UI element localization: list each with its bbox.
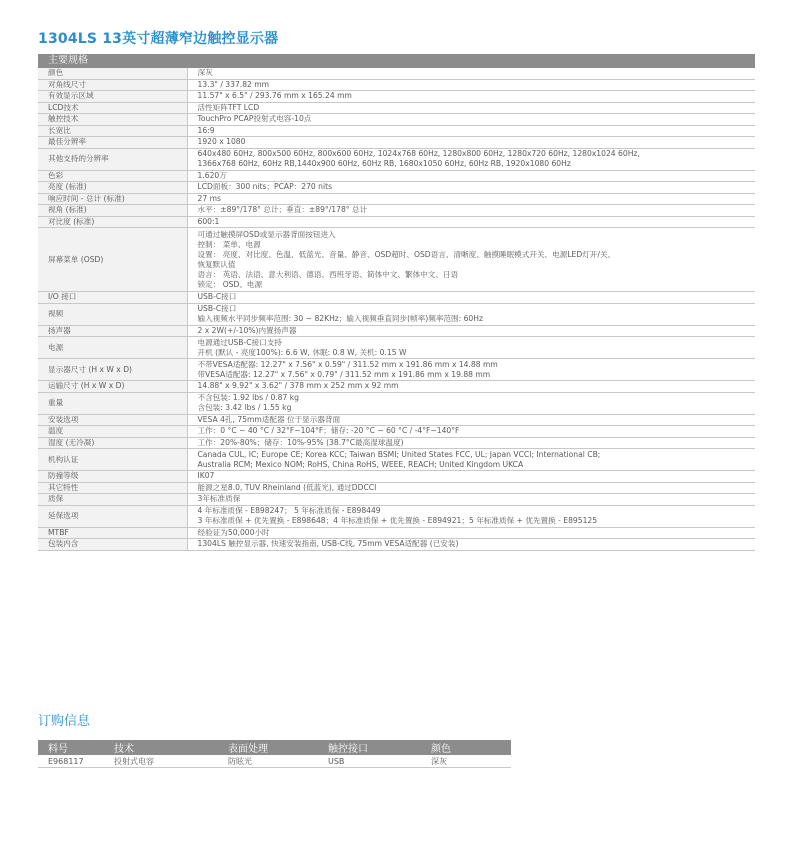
spec-value: 可通过触摸屏OSD或显示器背面按钮进入 控制： 菜单、电源 设置： 亮度、对比度、色温、低蓝光、音量、静音、OSD超时、OSD语言、清晰度、触摸睡眠模式开关、电源LED灯开/关、 恢复默认值 语言： 英语、法语、意大利语、德语、西班牙语、简体中文、繁体中文、日语 锁定： OSD、电源: [187, 228, 755, 292]
spec-value: 能源之星8.0, TUV Rheinland (低蓝光), 通过DDCCI: [187, 482, 755, 494]
spec-value: 电源通过USB-C接口支持 开机 (默认 - 亮度100%): 6.6 W, 休眠: 0.8 W, 关机: 0.15 W: [187, 337, 755, 359]
ordering-col-header: 颜色: [421, 740, 511, 755]
ordering-table: [38, 740, 511, 768]
spec-value: TouchPro PCAP投射式电容-10点: [187, 114, 755, 126]
table-row: [38, 216, 755, 228]
spec-value: 13.3" / 337.82 mm: [187, 79, 755, 91]
table-row: [38, 392, 755, 414]
spec-value: USB-C接口: [187, 292, 755, 304]
color-cell: 深灰: [421, 755, 511, 768]
table-row: [38, 68, 755, 79]
spec-label: 机构认证: [38, 449, 187, 471]
spec-value: 1920 x 1080: [187, 137, 755, 149]
spec-label: 包装内含: [38, 539, 187, 551]
table-row: [38, 102, 755, 114]
table-row: [38, 114, 755, 126]
table-row: [38, 437, 755, 449]
ordering-col-header: 料号: [38, 740, 104, 755]
table-row: [38, 292, 755, 304]
table-row: [38, 539, 755, 551]
spec-value: 640x480 60Hz, 800x500 60Hz, 800x600 60Hz, 1024x768 60Hz, 1280x800 60Hz, 1280x720 60Hz, 1280x1024 60Hz, 1366x768 60Hz, 60Hz RB,1440x900 60Hz, 60Hz RB, 1680x1050 60Hz, 60Hz RB, 1920x1080 60Hz: [187, 148, 755, 170]
table-row: [38, 494, 755, 506]
spec-value: 经验证为50,000小时: [187, 527, 755, 539]
table-row: [38, 79, 755, 91]
spec-label: 最佳分辨率: [38, 137, 187, 149]
ordering-title: 订购信息: [38, 714, 91, 729]
table-row: [38, 91, 755, 103]
spec-label: 扬声器: [38, 325, 187, 337]
spec-label: 触控技术: [38, 114, 187, 126]
spec-label: 视频: [38, 303, 187, 325]
technology-cell: 投射式电容: [104, 755, 218, 768]
spec-value: LCD面板：300 nits；PCAP：270 nits: [187, 182, 755, 194]
table-row: [38, 527, 755, 539]
spec-value: Canada CUL, IC; Europe CE; Korea KCC; Taiwan BSMI; United States FCC, UL; Japan VCCI; International CB; Australia RCM; Mexico NOM; RoHS, China RoHS, WEEE, REACH; United Kingdom UKCA: [187, 449, 755, 471]
table-row: [38, 414, 755, 426]
spec-label: 颜色: [38, 68, 187, 79]
spec-label: 有效显示区域: [38, 91, 187, 103]
table-row: [38, 359, 755, 381]
part-number-cell: E968117: [38, 755, 104, 768]
table-row: [38, 325, 755, 337]
spec-label: 对角线尺寸: [38, 79, 187, 91]
spec-value: 16:9: [187, 125, 755, 137]
spec-label: 安装选项: [38, 414, 187, 426]
spec-value: 不含包装: 1.92 lbs / 0.87 kg 含包装: 3.42 lbs / 1.55 kg: [187, 392, 755, 414]
spec-value: 深灰: [187, 68, 755, 79]
spec-value: USB-C接口 输入视频水平同步频率范围: 30 ~ 82KHz；输入视频垂直同步(帧率)频率范围: 60Hz: [187, 303, 755, 325]
spec-label: 其它特性: [38, 482, 187, 494]
spec-label: 显示器尺寸 (H x W x D): [38, 359, 187, 381]
table-row: [38, 426, 755, 438]
page-title: 1304LS 13英寸超薄窄边触控显示器: [38, 31, 279, 47]
table-row: [38, 449, 755, 471]
table-row: [38, 182, 755, 194]
spec-label: 重量: [38, 392, 187, 414]
spec-label: 运输尺寸 (H x W x D): [38, 381, 187, 393]
spec-label: 响应时间 - 总计 (标准): [38, 193, 187, 205]
spec-value: 1.620万: [187, 170, 755, 182]
specs-table: [38, 54, 755, 551]
table-row: [38, 170, 755, 182]
spec-label: 延保选项: [38, 505, 187, 527]
table-row: [38, 303, 755, 325]
spec-label: 电源: [38, 337, 187, 359]
spec-value: 2 x 2W(+/-10%)内置扬声器: [187, 325, 755, 337]
specs-header: 主要规格: [38, 54, 755, 68]
table-row: [38, 137, 755, 149]
spec-label: 亮度 (标准): [38, 182, 187, 194]
table-row: [38, 193, 755, 205]
spec-value: 1304LS 触控显示器, 快速安装指南, USB-C线, 75mm VESA适配器 (已安装): [187, 539, 755, 551]
ordering-col-header: 触控接口: [318, 740, 421, 755]
specs-body: [38, 68, 755, 550]
table-row: [38, 205, 755, 217]
table-row: [38, 125, 755, 137]
spec-label: 屏幕菜单 (OSD): [38, 228, 187, 292]
spec-label: 湿度 (无冷凝): [38, 437, 187, 449]
spec-label: MTBF: [38, 527, 187, 539]
spec-value: 活性矩阵TFT LCD: [187, 102, 755, 114]
spec-value: 不带VESA适配器: 12.27" x 7.56" x 0.59" / 311.52 mm x 191.86 mm x 14.88 mm 带VESA适配器: 12.27" x 7.56" x 0.79" / 311.52 mm x 191.86 mm x 19.88 mm: [187, 359, 755, 381]
ordering-col-header: 技术: [104, 740, 218, 755]
spec-value: 11.57" x 6.5" / 293.76 mm x 165.24 mm: [187, 91, 755, 103]
spec-label: I/O 接口: [38, 292, 187, 304]
table-row: [38, 228, 755, 292]
table-row: [38, 505, 755, 527]
spec-value: 3年标准质保: [187, 494, 755, 506]
spec-label: 温度: [38, 426, 187, 438]
spec-label: 视角 (标准): [38, 205, 187, 217]
spec-value: 工作：20%-80%；储存：10%-95% (38.7°C最高湿球温度): [187, 437, 755, 449]
spec-label: 长宽比: [38, 125, 187, 137]
spec-value: 600:1: [187, 216, 755, 228]
spec-value: VESA 4孔, 75mm适配器 位于显示器背面: [187, 414, 755, 426]
spec-value: 4 年标准质保 - E898247； 5 年标准质保 - E898449 3 年标准质保 + 优先置换 - E898648；4 年标准质保 + 优先置换 - E894921；5 年标准质保 + 优先置换 - E895125: [187, 505, 755, 527]
spec-value: 水平：±89°/178° 总计；垂直：±89°/178° 总计: [187, 205, 755, 217]
spec-value: 工作：0 °C ~ 40 °C / 32°F~104°F；储存: -20 °C ~ 60 °C / -4°F~140°F: [187, 426, 755, 438]
spec-label: LCD技术: [38, 102, 187, 114]
table-row: [38, 482, 755, 494]
table-row: [38, 471, 755, 483]
spec-value: 14.88" x 9.92" x 3.62" / 378 mm x 252 mm x 92 mm: [187, 381, 755, 393]
ordering-header-row: [38, 740, 511, 755]
spec-label: 质保: [38, 494, 187, 506]
surface-cell: 防眩光: [218, 755, 318, 768]
spec-label: 其他支持的分辨率: [38, 148, 187, 170]
table-row: [38, 381, 755, 393]
table-row: [38, 148, 755, 170]
table-row: [38, 755, 511, 768]
touch-interface-cell: USB: [318, 755, 421, 768]
spec-label: 对比度 (标准): [38, 216, 187, 228]
spec-value: IK07: [187, 471, 755, 483]
table-row: [38, 337, 755, 359]
spec-value: 27 ms: [187, 193, 755, 205]
spec-label: 防撞等级: [38, 471, 187, 483]
specs-header-row: [38, 54, 755, 68]
ordering-col-header: 表面处理: [218, 740, 318, 755]
spec-label: 色彩: [38, 170, 187, 182]
